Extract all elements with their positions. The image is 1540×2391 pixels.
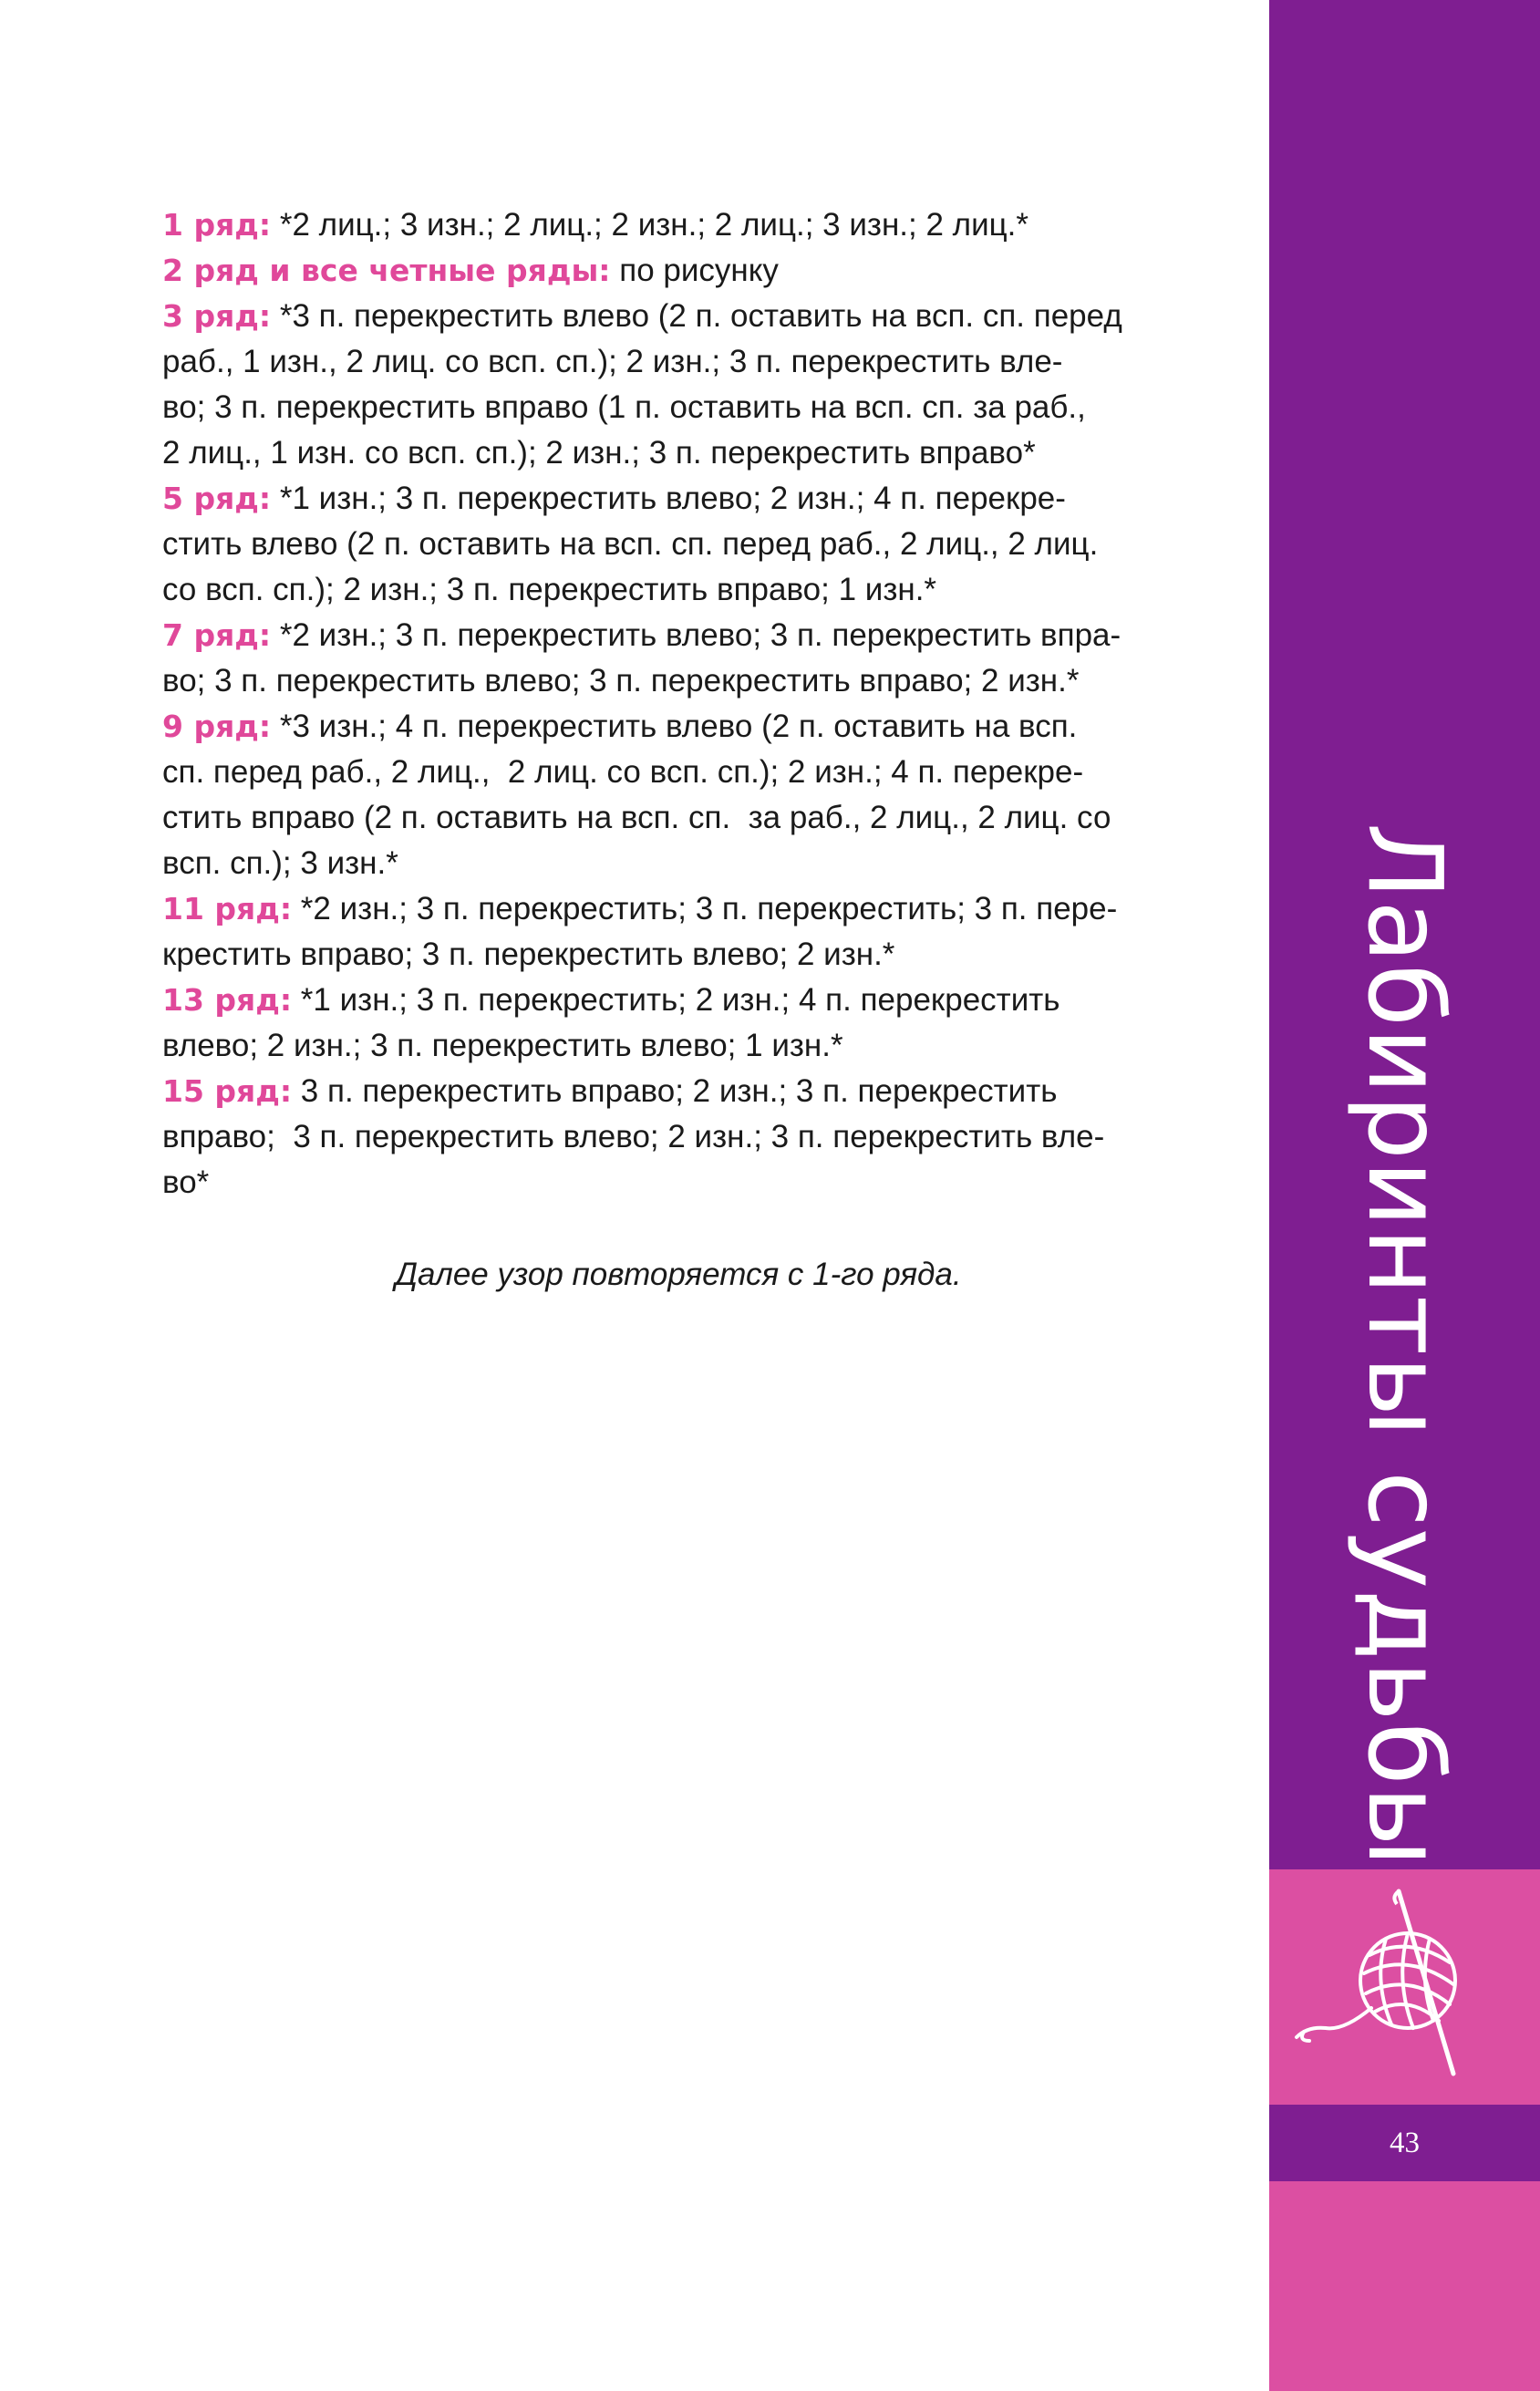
instructions <box>162 202 1194 1206</box>
row-text: во; 3 п. перекрестить влево; 3 п. перекрестить вправо; 2 изн.* <box>162 663 1080 699</box>
chapter-title: Лабиринты судьбы <box>1345 823 1463 1868</box>
row-text: стить влево (2 п. оставить на всп. сп. перед раб., 2 лиц., 2 лиц. <box>162 526 1099 562</box>
instruction-line <box>162 385 1194 430</box>
row-text: *2 изн.; 3 п. перекрестить; 3 п. перекрестить; 3 п. пере- <box>292 891 1118 926</box>
instruction-line <box>162 1160 1194 1206</box>
instruction-line <box>162 294 1194 339</box>
instruction-line <box>162 248 1194 294</box>
row-label: 3 ряд: <box>162 298 272 334</box>
row-label: 1 ряд: <box>162 207 272 243</box>
page-number-band <box>1269 2105 1540 2181</box>
yarn-ball-icon <box>1271 1871 1538 2103</box>
row-text: вправо; 3 п. перекрестить влево; 2 изн.; 3 п. перекрестить вле- <box>162 1119 1105 1154</box>
chapter-sidebar <box>1269 0 1540 2391</box>
instruction-line <box>162 567 1194 613</box>
row-text: во; 3 п. перекрестить вправо (1 п. оставить на всп. сп. за раб., <box>162 389 1086 425</box>
row-text: *2 изн.; 3 п. перекрестить влево; 3 п. перекрестить впра- <box>271 617 1121 653</box>
page-number: 43 <box>1390 2126 1420 2159</box>
instruction-line <box>162 795 1194 841</box>
row-text: *3 п. перекрестить влево (2 п. оставить на всп. сп. перед <box>271 298 1122 334</box>
row-label: 7 ряд: <box>162 617 272 653</box>
row-text: всп. сп.); 3 изн.* <box>162 845 398 881</box>
row-text: по рисунку <box>610 253 779 288</box>
row-text: влево; 2 изн.; 3 п. перекрестить влево; 1 изн.* <box>162 1028 843 1063</box>
row-text: *3 изн.; 4 п. перекрестить влево (2 п. оставить на всп. <box>271 709 1078 744</box>
instruction-line <box>162 750 1194 795</box>
row-label: 13 ряд: <box>162 982 293 1018</box>
instruction-line <box>162 202 1194 248</box>
row-text: 2 лиц., 1 изн. со всп. сп.); 2 изн.; 3 п. перекрестить вправо* <box>162 435 1036 471</box>
instruction-line <box>162 1114 1194 1160</box>
instruction-line <box>162 658 1194 704</box>
instruction-line <box>162 886 1194 932</box>
instruction-line <box>162 841 1194 886</box>
row-text: сп. перед раб., 2 лиц., 2 лиц. со всп. сп.); 2 изн.; 4 п. перекре- <box>162 754 1084 790</box>
row-text: раб., 1 изн., 2 лиц. со всп. сп.); 2 изн.; 3 п. перекрестить вле- <box>162 344 1063 379</box>
instruction-line <box>162 704 1194 750</box>
instruction-line <box>162 613 1194 658</box>
row-label: 5 ряд: <box>162 481 272 516</box>
row-text: *1 изн.; 3 п. перекрестить; 2 изн.; 4 п. перекрестить <box>292 982 1060 1018</box>
row-label: 9 ряд: <box>162 709 272 744</box>
row-text: 3 п. перекрестить вправо; 2 изн.; 3 п. перекрестить <box>292 1073 1058 1109</box>
instruction-line <box>162 476 1194 522</box>
row-text: крестить вправо; 3 п. перекрестить влево; 2 изн.* <box>162 937 895 972</box>
instruction-line <box>162 522 1194 567</box>
instruction-line <box>162 430 1194 476</box>
row-text: во* <box>162 1164 210 1200</box>
row-text: *1 изн.; 3 п. перекрестить влево; 2 изн.; 4 п. перекре- <box>271 481 1066 516</box>
row-text: стить вправо (2 п. оставить на всп. сп. за раб., 2 лиц., 2 лиц. со <box>162 800 1111 835</box>
instruction-line <box>162 1023 1194 1069</box>
row-text: *2 лиц.; 3 изн.; 2 лиц.; 2 изн.; 2 лиц.; 3 изн.; 2 лиц.* <box>271 207 1029 243</box>
row-text: со всп. сп.); 2 изн.; 3 п. перекрестить вправо; 1 изн.* <box>162 572 937 607</box>
instruction-line <box>162 1069 1194 1114</box>
repeat-note: Далее узор повторяется с 1-го ряда. <box>395 1257 962 1292</box>
sidebar-title-band <box>1269 0 1540 1869</box>
row-label: 15 ряд: <box>162 1073 293 1109</box>
instruction-line <box>162 932 1194 978</box>
sidebar-bottom-band <box>1269 2181 1540 2391</box>
row-label: 11 ряд: <box>162 891 293 926</box>
instruction-line <box>162 978 1194 1023</box>
instruction-line <box>162 339 1194 385</box>
row-label: 2 ряд и все четные ряды: <box>162 253 611 288</box>
